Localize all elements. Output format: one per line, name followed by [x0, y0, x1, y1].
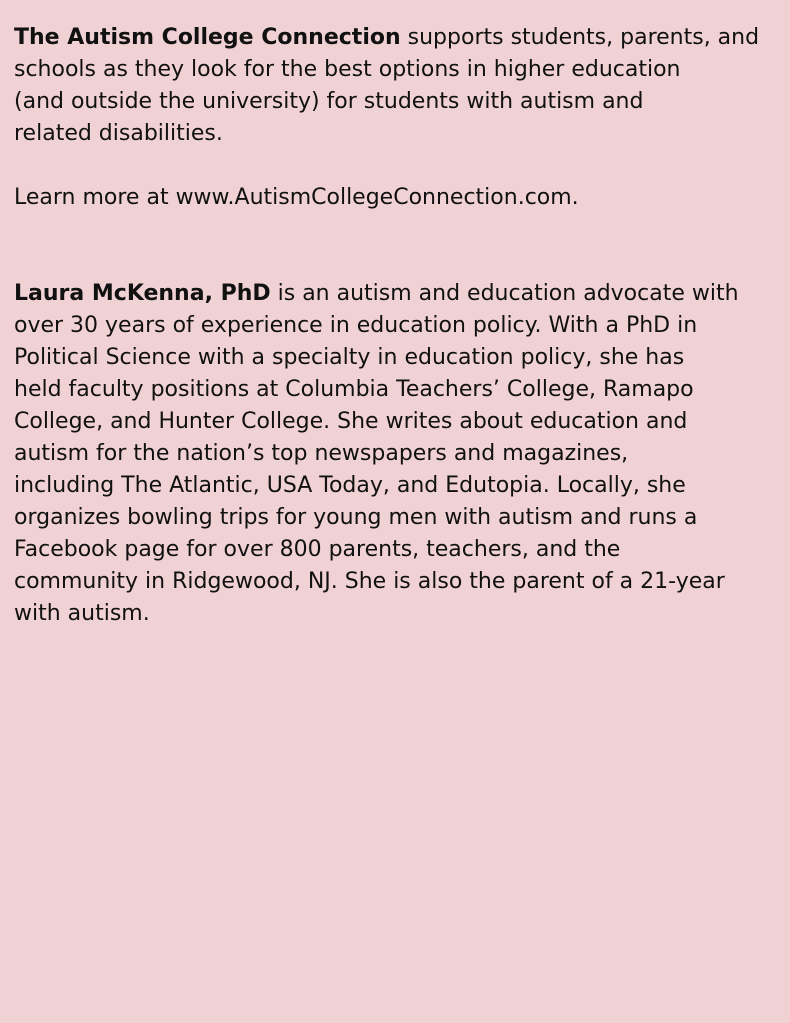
bio-line-7: including The Atlantic, USA Today, and Edutopia. Locally, she [14, 473, 686, 498]
bio-line-2: over 30 years of experience in education policy. With a PhD in [14, 313, 698, 338]
about-paragraph [14, 22, 760, 150]
org-name: The Autism College Connection [14, 25, 401, 50]
learn-more-line: Learn more at www.AutismCollegeConnection.com. [14, 185, 579, 210]
bio-line-8: organizes bowling trips for young men with autism and runs a [14, 505, 698, 530]
bio-line-1 [14, 278, 754, 310]
bio-paragraph [14, 278, 754, 630]
bio-line-11: with autism. [14, 601, 150, 626]
bio-line-3: Political Science with a specialty in education policy, she has [14, 345, 685, 370]
about-line-1 [14, 22, 760, 54]
learn-more-text [14, 182, 754, 214]
author-name: Laura McKenna, PhD [14, 281, 271, 306]
bio-line-4: held faculty positions at Columbia Teachers’ College, Ramapo [14, 377, 694, 402]
bio-line-5: College, and Hunter College. She writes about education and [14, 409, 688, 434]
spacer [14, 214, 776, 278]
spacer [14, 150, 776, 182]
about-line-4: related disabilities. [14, 121, 223, 146]
bio-line-6: autism for the nation’s top newspapers and magazines, [14, 441, 629, 466]
about-line-3: (and outside the university) for students with autism and [14, 89, 644, 114]
bio-text-1: is an autism and education advocate with [270, 281, 739, 306]
about-line-2: schools as they look for the best options in higher education [14, 57, 681, 82]
bio-line-10: community in Ridgewood, NJ. She is also the parent of a 21-year [14, 569, 725, 594]
bio-line-9: Facebook page for over 800 parents, teachers, and the [14, 537, 621, 562]
about-text-1: supports students, parents, and [400, 25, 760, 50]
